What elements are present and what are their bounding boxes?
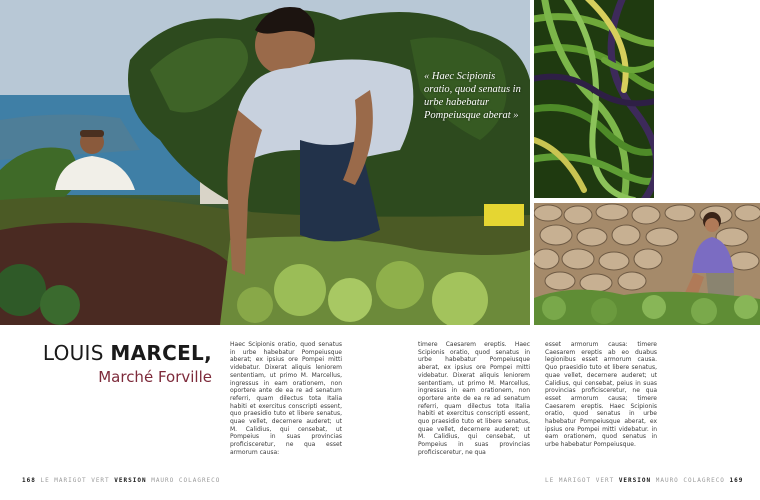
green-beans-photo — [534, 0, 654, 198]
version-label-right: VERSION — [618, 477, 652, 484]
footer-left — [22, 477, 220, 484]
footer-right — [545, 477, 743, 484]
author-right: MAURO COLAGRECO — [655, 477, 725, 484]
version-label-left: VERSION — [114, 477, 147, 484]
stone-wall-photo — [534, 203, 760, 325]
stone-wall-illustration — [534, 203, 760, 325]
garden-illustration — [0, 0, 530, 325]
garden-photo — [0, 0, 530, 325]
magazine-name-right: LE MARIGOT VERT — [545, 477, 615, 484]
subtitle: Marché Forville — [98, 368, 212, 386]
body-column-3: esset armorum causa: timere Caesarem ereptis ab eo duabus legionibus esset armorum causa. Quo praesidio tuto et libere senatus, quae vellet, decernere auderet; ut Calidius, qui censebat, peius in suas provincias proficisceretur, ne qua esset armorum causa; timere Caesarem ereptis. Haec Scipionis oratio, quod senatus in urbe habebatur Pompeiusque aberat, ex ipsius ore Pompei mitti videbatur. in eam orationem, quod senatus in urbe habebatur Pompeiusque. — [545, 341, 657, 449]
article-heading — [40, 340, 212, 387]
page-number-right: 169 — [729, 477, 744, 484]
author-left: MAURO COLAGRECO — [151, 477, 221, 484]
page-number-left: 168 — [22, 477, 36, 484]
magazine-name-left: LE MARIGOT VERT — [40, 477, 110, 484]
last-name: MARCEL, — [110, 341, 212, 365]
body-column-1: Haec Scipionis oratio, quod senatus in urbe habebatur Pompeiusque aberat; ex ipsius ore Pompei mitti videbatur. Dixerat aliquis leniorem sententiam, ut primo M. Marcellus, ingressus in eam orationem, non oportere ante de ea re ad senatum referri, quam dilectus tota Italia habiti et exercitus conscripti essent, quo praesidio tuto et libere senatus, quae vellet, decernere auderet; ut M. Calidius, qui censebat, ut Pompeius in suas provincias proficisceretur, ne qua esset armorum causa: — [230, 341, 342, 456]
green-beans-illustration — [534, 0, 654, 198]
body-column-2: timere Caesarem ereptis. Haec Scipionis oratio, quod senatus in urbe habebatur Pompeiusque aberat, ex ipsius ore Pompei mitti videbatur. Dixerat aliquis leniorem sententiam, ut primo M. Marcellus, ingressus in eam orationem, non oportere ante de ea re ad senatum referri, quam dilectus tota Italia habiti et exercitus conscripti essent, quo praesidio tuto et libere senatus, quae vellet, decernere auderet; ut M. Calidius, qui censebat, ut Pompeius in suas provincias proficisceretur, ne qua — [418, 341, 530, 456]
first-name: LOUIS — [42, 341, 104, 365]
pull-quote: « Haec Scipionis oratio, quod senatus in urbe habebatur Pompeiusque aberat » — [424, 71, 521, 121]
person-name — [40, 340, 212, 366]
